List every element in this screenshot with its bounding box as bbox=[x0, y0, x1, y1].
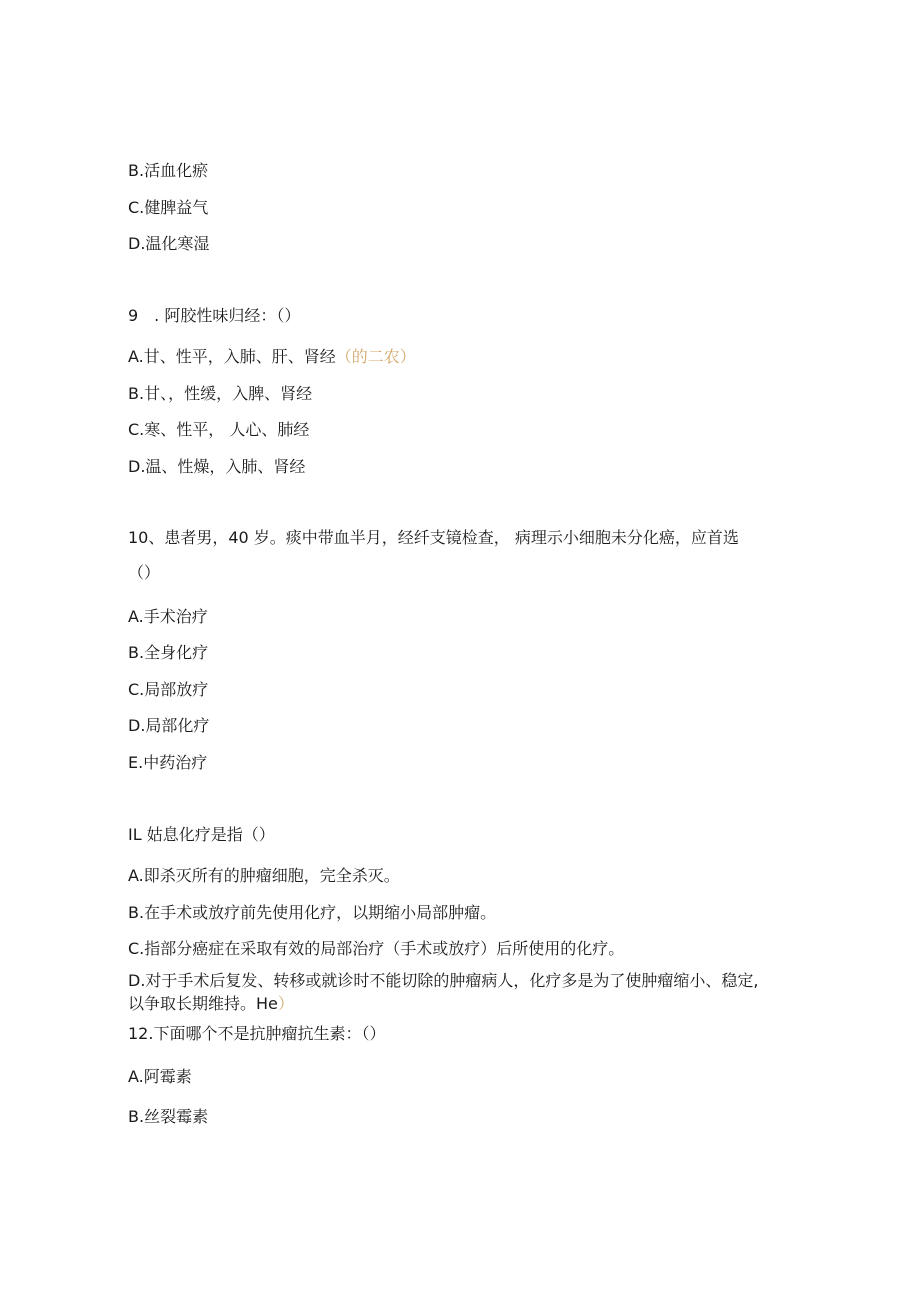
q9-option-b: B.甘、，性缓，入脾、肾经 bbox=[128, 384, 313, 403]
q10-stem: 10、患者男，40 岁。痰中带血半月，经纤支镜检查， 病理示小细胞未分化癌，应首选 bbox=[128, 528, 739, 547]
q9-option-c: C.寒、性平， 人心、肺经 bbox=[128, 420, 310, 439]
q11-option-d bbox=[128, 969, 778, 1015]
q10-option-a: A.手术治疗 bbox=[128, 607, 208, 626]
q10-option-d: D.局部化疗 bbox=[128, 716, 210, 735]
q9-option-a-annotation: （的二农） bbox=[335, 347, 416, 366]
q9-stem: 9 . 阿胶性味归经：（） bbox=[128, 306, 301, 325]
q12-option-b: B.丝裂霉素 bbox=[128, 1107, 209, 1126]
q11-stem: IL 姑息化疗是指（） bbox=[128, 825, 275, 844]
q11-option-c: C.指部分癌症在采取有效的局部治疗（手术或放疗）后所使用的化疗。 bbox=[128, 939, 625, 958]
q9-option-d: D.温、性燥，入肺、肾经 bbox=[128, 457, 306, 476]
q11-option-b: B.在手术或放疗前先使用化疗，以期缩小局部肿瘤。 bbox=[128, 903, 497, 922]
q11-option-d-annotation: ） bbox=[277, 994, 294, 1013]
q12-stem: 12.下面哪个不是抗肿瘤抗生素：（） bbox=[128, 1024, 386, 1043]
q8-option-c: C.健脾益气 bbox=[128, 198, 209, 217]
q12-option-a: A.阿霉素 bbox=[128, 1067, 192, 1086]
q11-option-d-text: D.对于手术后复发、转移或就诊时不能切除的肿瘤病人，化疗多是为了使肿瘤缩小、稳定, 以争取长期维持。He bbox=[128, 971, 759, 1013]
q9-option-a bbox=[128, 347, 416, 367]
q10-stem-continued: （） bbox=[128, 563, 161, 582]
q10-option-b: B.全身化疗 bbox=[128, 643, 209, 662]
q10-option-c: C.局部放疗 bbox=[128, 680, 209, 699]
q11-option-a: A.即杀灭所有的肿瘤细胞，完全杀灭。 bbox=[128, 866, 400, 885]
q8-option-b: B.活血化瘀 bbox=[128, 161, 209, 180]
q8-option-d: D.温化寒湿 bbox=[128, 234, 210, 253]
q9-option-a-text: A.甘、性平，入肺、肝、肾经 bbox=[128, 347, 336, 366]
q10-option-e: E.中药治疗 bbox=[128, 753, 208, 772]
